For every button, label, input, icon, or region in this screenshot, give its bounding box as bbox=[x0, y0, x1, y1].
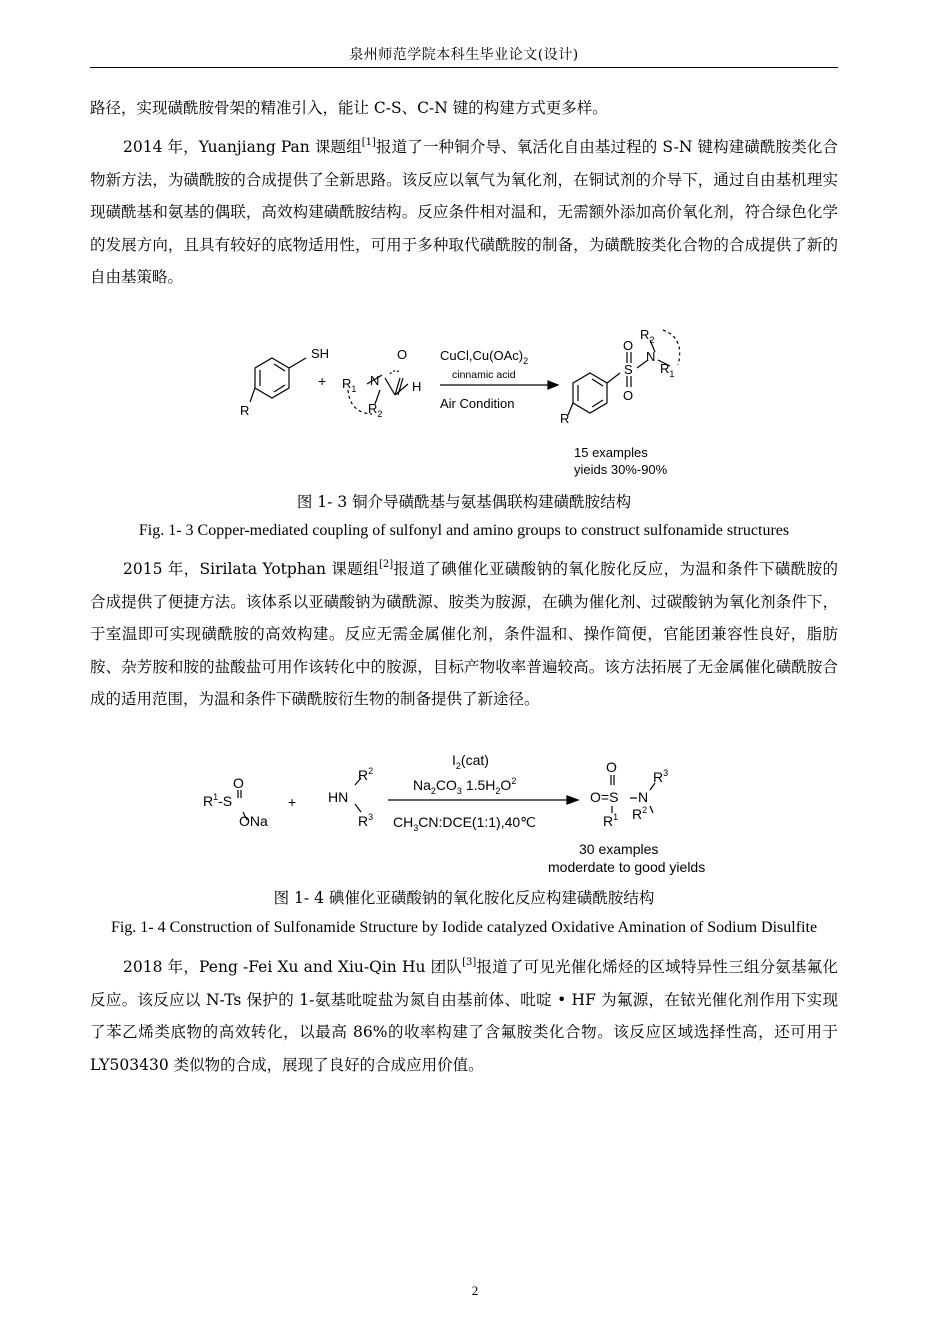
product-r1-label: $R_1$ bbox=[660, 361, 675, 379]
scheme-1-4-svg bbox=[195, 750, 740, 880]
product-oxygen-top: O bbox=[606, 759, 617, 775]
product-sulfur: S bbox=[624, 362, 633, 377]
r1-label: $R_1$ bbox=[342, 376, 357, 394]
amine-r3: $R^3$ bbox=[358, 812, 374, 829]
r2-label: $R_2$ bbox=[368, 401, 383, 419]
product-oxygen-bottom: O bbox=[623, 388, 634, 403]
reagent-solvent: $CH_3CN:DCE(1:1),40℃$ bbox=[393, 814, 536, 833]
examples-count: 15 examples bbox=[574, 445, 648, 460]
figure-1-4-caption-cn: 图 1- 4 碘催化亚磺酸钠的氧化胺化反应构建磺酰胺结构 bbox=[273, 889, 655, 907]
paragraph-body: 报道了碘催化亚磺酸钠的氧化胺化反应，为温和条件下磺酰胺的合成提供了便捷方法。该体系以亚磺酸钠为磺酰源、胺类为胺源，在碘为催化剂、过碳酸钠为氧化剂条件下，于室温即可实现磺酰胺的高效构建。反应无需金属催化剂，条件温和、操作简便，官能团兼容性良好，脂肪胺、杂芳胺和胺的盐酸盐可用作该转化中的胺源，目标产物收率普遍较高。该方法拓展了无金属催化磺酰胺合成的适用范围，为温和条件下磺酰胺衍生物的制备提供了新途径。 bbox=[90, 560, 838, 708]
reagent-top: $CuCl,Cu(OAc)_2$ bbox=[440, 348, 529, 366]
product-r2: $R^2$ bbox=[632, 805, 648, 822]
carbonyl-oxygen: O bbox=[397, 347, 408, 362]
figure-1-3-caption-cn: 图 1- 3 铜介导磺酰基与氨基偶联构建磺酰胺结构 bbox=[296, 493, 632, 511]
figure-1-4-caption-en: Fig. 1- 4 Construction of Sulfonamide Structure by Iodide catalyzed Oxidative Amination of Sodium Disulfite bbox=[110, 919, 818, 936]
figure-1-3-caption-en: Fig. 1- 3 Copper-mediated coupling of sulfonyl and amino groups to construct sulfonamide structures bbox=[138, 522, 790, 539]
citation-ref[interactable]: [1] bbox=[361, 137, 376, 148]
paragraph-yotphan-2015 bbox=[90, 553, 838, 716]
product-nitrogen: N bbox=[638, 789, 649, 805]
running-header: 泉州师范学院本科生毕业论文(设计) bbox=[349, 47, 579, 63]
product-r1: $R^1$ bbox=[603, 812, 619, 829]
amine-r2: $R^2$ bbox=[358, 766, 374, 783]
thiol-label: SH bbox=[311, 346, 330, 361]
paragraph-xu-hu-2018 bbox=[90, 951, 838, 1081]
paragraph-lead: 2018 年，Peng -Fei Xu and Xiu-Qin Hu 团队 bbox=[123, 958, 463, 976]
reagent-middle: cinnamic acid bbox=[452, 369, 516, 381]
reaction-scheme-1-4 bbox=[195, 750, 740, 880]
paragraph-pan-2014 bbox=[90, 131, 838, 294]
paragraph-lead: 2014 年，Yuanjiang Pan 课题组 bbox=[123, 138, 362, 156]
citation-ref[interactable]: [2] bbox=[379, 559, 394, 570]
product-r2-label: $R_2$ bbox=[640, 327, 655, 345]
paragraph-continuation: 路径，实现磺酰胺骨架的精准引入，能让 C-S、C-N 键的构建方式更多样。 bbox=[90, 99, 608, 117]
paragraph-body: 报道了可见光催化烯烃的区域特异性三组分氨基氟化反应。该反应以 N-Ts 保护的 1-氨基吡啶盐为氮自由基前体、吡啶 • HF 为氟源，在铱光催化剂作用下实现了苯乙烯类底物的高效转化，以最高 86%的收率构建了含氟胺类化合物。该反应区域选择性高，还可用于 LY503430 类似物的合成，展现了良好的合成应用价值。 bbox=[90, 958, 838, 1074]
reagent-bottom: Air Condition bbox=[440, 396, 515, 411]
yield-description: moderdate to good yields bbox=[548, 859, 706, 875]
reaction-scheme-1-3 bbox=[230, 318, 710, 483]
citation-ref[interactable]: [3] bbox=[462, 957, 477, 968]
product-os: O=S bbox=[590, 789, 619, 805]
nitrogen-label: N bbox=[370, 373, 380, 388]
sulfinate-ona: ONa bbox=[239, 813, 268, 829]
product-r3: $R^3$ bbox=[653, 768, 669, 785]
plus-sign: + bbox=[318, 373, 327, 389]
sulfinate-r1: $R^1-S$ bbox=[203, 792, 233, 809]
paragraph-body: 报道了一种铜介导、氧活化自由基过程的 S-N 键构建磺酰胺类化合物新方法，为磺酰胺的合成提供了全新思路。该反应以氧气为氧化剂，在铜试剂的介导下，通过自由基机理实现磺酰基和氨基的偶联，高效构建磺酰胺结构。反应条件相对温和，无需额外添加高价氧化剂，符合绿色化学的发展方向，且具有较好的底物适用性，可用于多种取代磺酰胺的制备，为磺酰胺类化合物的合成提供了新的自由基策略。 bbox=[90, 138, 839, 286]
header-rule bbox=[90, 67, 838, 68]
product-aryl-r-label: R bbox=[560, 411, 570, 426]
yield-range: yieids 30%-90% bbox=[574, 462, 668, 477]
sulfinate-oxygen: O bbox=[233, 775, 244, 791]
formyl-hydrogen: H bbox=[412, 379, 422, 394]
reagent-percarbonate: $Na_2CO_3$ $1.5H_2O^2$ bbox=[413, 776, 517, 796]
aryl-r-label: R bbox=[240, 403, 250, 418]
product-nitrogen: N bbox=[646, 349, 656, 364]
reagent-iodine: $I_2(cat)$ bbox=[452, 752, 489, 771]
plus-sign: + bbox=[288, 794, 297, 810]
scheme-1-3-svg bbox=[230, 318, 710, 483]
page-number: 2 bbox=[471, 1283, 479, 1298]
paragraph-lead: 2015 年，Sirilata Yotphan 课题组 bbox=[123, 560, 379, 578]
product-oxygen-top: O bbox=[623, 338, 634, 353]
examples-count: 30 examples bbox=[579, 841, 659, 857]
amine-hn: HN bbox=[328, 789, 349, 805]
